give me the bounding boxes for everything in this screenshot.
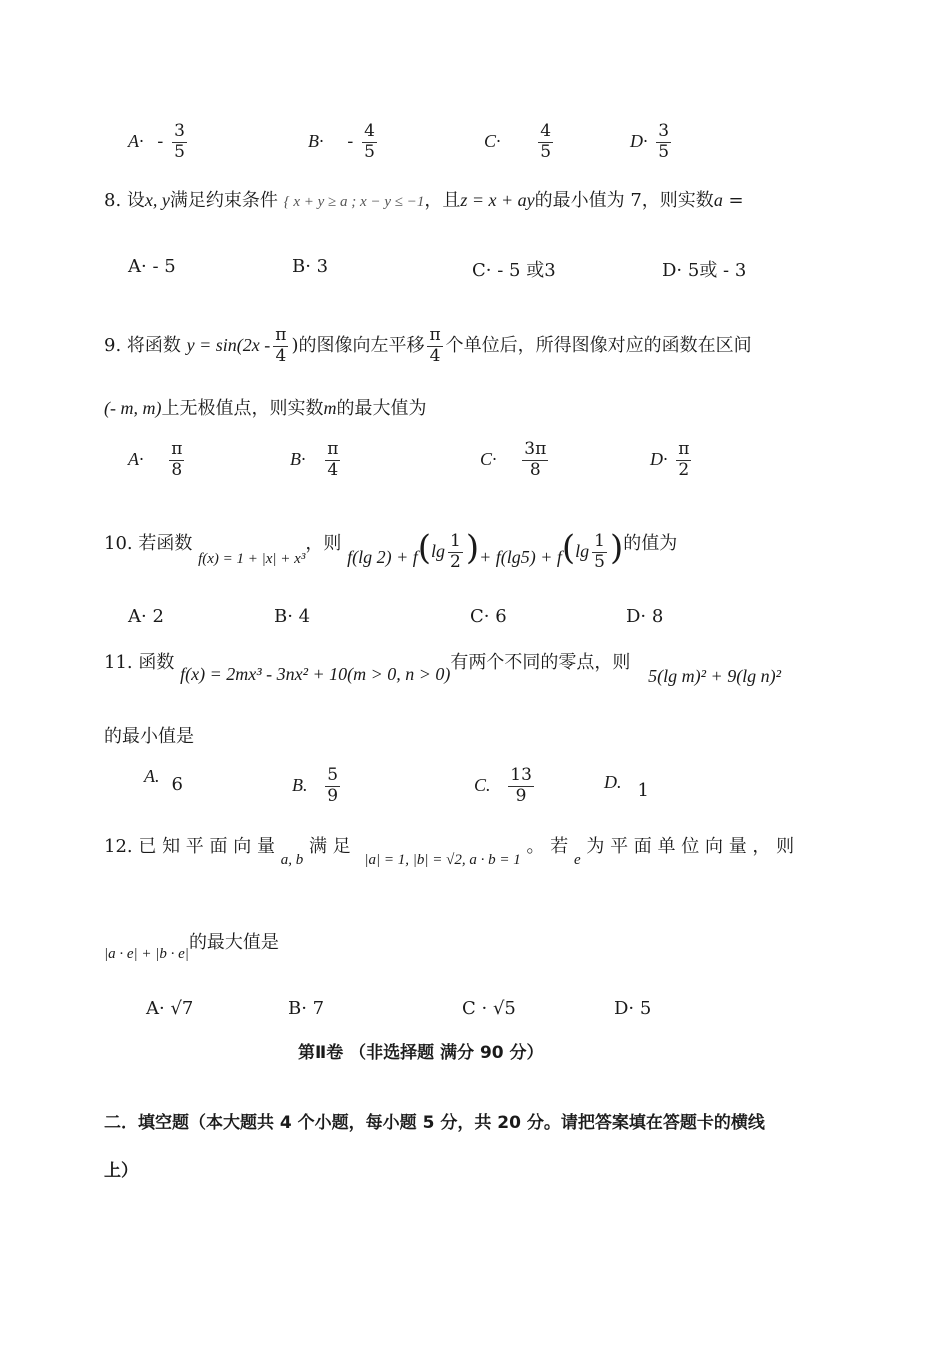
fraction: $\frac{4}{5}$ xyxy=(540,121,552,162)
q7-option-d: D· $\frac{3}{5}$ xyxy=(630,121,670,162)
q11-option-d: D. 1 xyxy=(604,772,649,801)
q8-option-c: C· - 5 或3 xyxy=(472,260,556,281)
q12-option-d: D· 5 xyxy=(614,998,652,1019)
q11-option-b: B. $\frac{5}{9}$ xyxy=(292,765,339,806)
q8-option-a: A· - 5 xyxy=(128,256,176,277)
q8-option-d: D· 5或 - 3 xyxy=(662,260,747,281)
q10-option-d: D· 8 xyxy=(626,606,664,627)
fill-blank-header: 二．填空题（本大题共 4 个小题，每小题 5 分，共 20 分。请把答案填在答题卡的横线 xyxy=(104,1113,765,1133)
q11-option-a: A. 6 xyxy=(144,766,183,795)
q8-option-b: B· 3 xyxy=(292,256,329,277)
q10-option-a: A· 2 xyxy=(128,606,164,627)
q12-stem-line1: 12. 已 知 平 面 向 量 $_{a, b}$ 满 足 $_{|a| = 1, |b| = √2, a \cdot b = 1}$ 。 若 $_e$ 为 平 面 单 位 向 量 ， 则 xyxy=(104,836,795,868)
q10-stem: 10. 若函数 $_{f(x) = 1 + |x| + x^3}$，则 f(lg 2) + f(lg $\frac{1}{2}$ )+ f(lg5) + f(lg $\frac{1}{5}$ )的值为 xyxy=(104,528,678,572)
fraction: $\frac{13}{9}$ xyxy=(510,765,532,806)
fraction: $\frac{\pi}{4}$ xyxy=(429,325,441,366)
fraction: $\frac{\pi}{4}$ xyxy=(275,325,287,366)
section-title: 第Ⅱ卷 （非选择题 满分 90 分） xyxy=(298,1043,544,1063)
q9-option-a: A· $\frac{\pi}{8}$ xyxy=(128,439,183,480)
q7-option-b: B· - $\frac{4}{5}$ xyxy=(308,121,375,162)
q12-option-b: B· 7 xyxy=(288,998,325,1019)
q11-option-c: C. $\frac{13}{9}$ xyxy=(474,765,532,806)
q12-stem-line2: $_{|a \cdot e| + |b \cdot e|}$的最大值是 xyxy=(104,932,279,962)
fraction: $\frac{\pi}{8}$ xyxy=(171,439,183,480)
q12-option-a: A· √7 xyxy=(146,998,194,1019)
q11-stem-line2: 的最小值是 xyxy=(104,726,194,747)
fraction: $\frac{1}{5}$ xyxy=(594,530,605,572)
fraction: $\frac{\pi}{4}$ xyxy=(327,439,339,480)
q12-option-c: C · √5 xyxy=(462,998,516,1019)
q9-stem-line2: (- m, m)上无极值点，则实数m的最大值为 xyxy=(104,398,427,419)
fraction: $\frac{3\pi}{8}$ xyxy=(524,439,547,480)
fraction: $\frac{\pi}{2}$ xyxy=(678,439,690,480)
fraction: $\frac{3}{5}$ xyxy=(658,121,670,162)
q9-option-c: C· $\frac{3\pi}{8}$ xyxy=(480,439,547,480)
q10-option-b: B· 4 xyxy=(274,606,311,627)
q10-option-c: C· 6 xyxy=(470,606,507,627)
fraction: $\frac{5}{9}$ xyxy=(327,765,339,806)
q9-stem-line1: 9. 将函数 y = sin(2x - $\frac{\pi}{4}$ )的图像向左平移 $\frac{\pi}{4}$ 个单位后，所得图像对应的函数在区间 xyxy=(104,325,752,366)
q9-option-d: D· $\frac{\pi}{2}$ xyxy=(650,439,690,480)
q9-option-b: B· $\frac{\pi}{4}$ xyxy=(290,439,339,480)
q7-option-c: C· $\frac{4}{5}$ xyxy=(484,121,552,162)
fraction: $\frac{1}{2}$ xyxy=(450,530,461,572)
fill-blank-header-cont: 上） xyxy=(104,1161,138,1181)
q8-stem: 8. 设x, y满足约束条件 { x + y ≥ a ; x − y ≤ −1，且z = x + ay的最小值为 7，则实数a = xyxy=(104,190,744,211)
q7-option-a: A· - $\frac{3}{5}$ xyxy=(128,121,185,162)
fraction: $\frac{4}{5}$ xyxy=(364,121,375,162)
q11-stem-line1: 11. 函数 f(x) = 2mx³ - 3nx² + 10(m > 0, n > 0)有两个不同的零点，则 5(lg m)² + 9(lg n)² xyxy=(104,652,782,686)
fraction: $\frac{3}{5}$ xyxy=(174,121,185,162)
